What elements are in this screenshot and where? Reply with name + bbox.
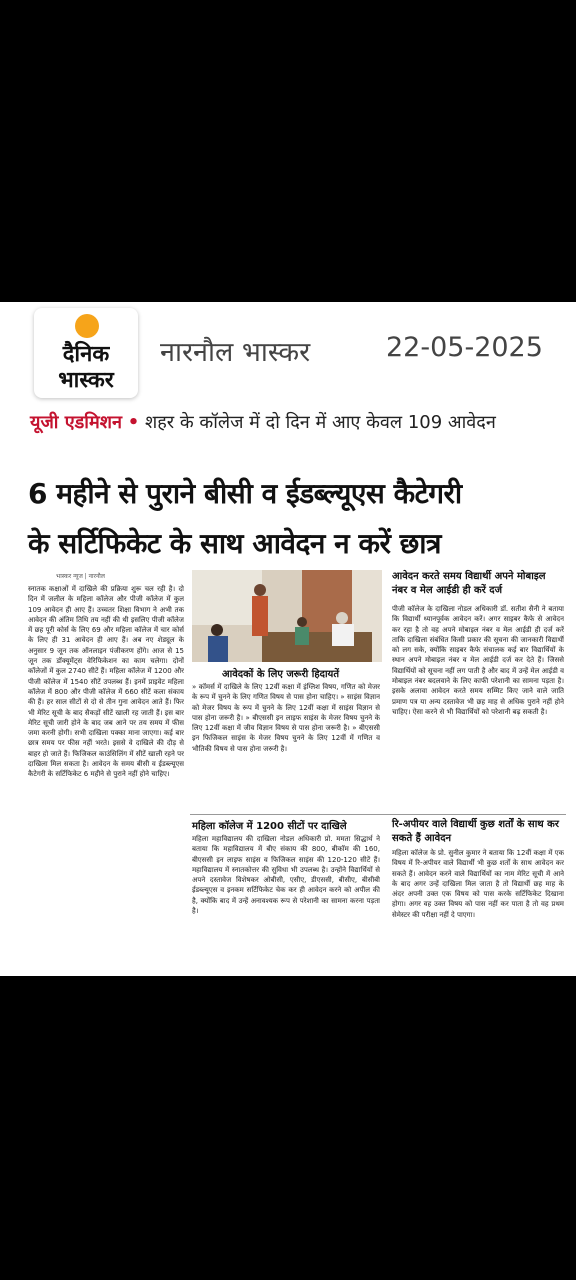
kicker-text: शहर के कॉलेज में दो दिन में आए केवल 109 आवेदन — [144, 412, 496, 433]
box2-body: महिला महाविद्यालय की दाखिला नोडल अधिकारी प्रो. ममता सिद्धार्थ ने बताया कि महाविद्यालय में बीए संकाय की 800, बीकॉम की 160, बीएससी इन लाइफ साइंस व फिजिकल साइंस की 120-120 सीटें हैं। महाविद्यालय में स्नातकोत्तर की सुविधा भी उपलब्ध है। उन्होंने विद्यार्थियों से अपने दस्तावेज विशेषकर ओबीसी, एसीए, डीएससी, बीसीए, बीसीबी ईडब्ल्यूएस व इनकम सर्टिफिकेट चेक कर ही आवेदन करने को अपील की है, क्योंकि बाद में उन्हें अनावश्यक रूप से परेशानी का सामना करना पड़ता है। — [192, 835, 380, 916]
photo-illustration — [192, 570, 382, 662]
box3-body: महिला कॉलेज के प्रो. सुनील कुमार ने बताया कि 12वीं कक्षा में एक विषय में रि-अपीयर वाले विद्यार्थी भी कुछ शर्तों के साथ आवेदन कर सकते हैं। आवेदन करने वाले विद्यार्थियों का नाम मेरिट सूची में आने के बाद अगर उन्हें दाखिला मिल जाता है तो विद्यार्थी छह माह के अंदर अपनी उक्त एक विषय को पास करके सर्टिफिकेट दिखाना होगा। अगर वह उक्त विषय को पास नहीं कर पाता है तो वह प्रथम सेमेस्टर की परीक्षा नहीं दे पाएगा। — [392, 849, 564, 919]
sun-icon — [75, 314, 99, 338]
column-3-title: आवेदन करते समय विद्यार्थी अपने मोबाइल नंबर व मेल आईडी ही करें दर्ज — [392, 571, 546, 596]
logo-line2: भास्कर — [58, 367, 114, 393]
news-photo — [192, 570, 382, 662]
photo-caption: आवेदकों के लिए जरूरी हिदायतें — [222, 669, 340, 680]
newspaper-clipping — [0, 302, 576, 976]
byline: भास्कर न्यूज | नारनौल — [56, 573, 105, 580]
logo-line1: दैनिक — [62, 341, 110, 367]
column-1-body: स्नातक कक्षाओं में दाखिले की प्रक्रिया शुरू चल रही है। दो दिन में जलील के महिला कॉलेज और पीजी कॉलेज में कुल 109 आवेदन ही आए हैं। उच्चतर शिक्षा विभाग ने अभी तक आवेदन की अंतिम तिथि तय नहीं की थी इसलिए पीजी कॉलेज में छह पूरी कोर्स के लिए 69 और महिला कॉलेज में चार कोर्स के लिए ही 31 आवेदन ही आए हैं। अब नए शेड्यूल के अनुसार 9 जून तक ऑनलाइन पंजीकरण होंगे। आज से 15 जून तक डॉक्यूमेंट्स वेरिफिकेशन का काम चलेगा। दोनों कॉलेजों में कुल 2740 सीटें हैं। महिला कॉलेज में 1200 और पीजी कॉलेज में 1540 सीटें उपलब्ध हैं। इनमें प्राइवेट महिला कॉलेज में 800 और पीजी कॉलेज में 660 सीटें कला संकाय की हैं। हर साल सीटों से दो से तीन गुना आवेदन आते हैं। फिर भी मेरिट सूची के बाद सैकड़ों सीटें खाली रह जाती हैं। इस बार मेरिट सूची जारी होने के बाद जब आने पर तय समय में फीस जमा करनी होगी। सभी दाखिला पक्का माना जाएगा। कई बार छात्र समय पर फीस नहीं भरते। इससे वे दाखिले की दौड़ से बाहर हो जाते हैं। फिजिकल काउंसिलिंग में सीटें खाली रहने पर दाखिला मिल सकता है। आवेदन के समय बीसी व ईडब्ल्यूएस कैटेगरी के सर्टिफिकेट 6 महीने से पुराने नहीं होने चाहिए। — [28, 585, 184, 779]
kicker-bullet: • — [127, 412, 140, 433]
edition-name: नारनौल भास्कर — [160, 337, 311, 368]
dainik-bhaskar-logo — [34, 308, 138, 398]
edition-date: 22-05-2025 — [386, 332, 543, 363]
kicker-line — [30, 410, 570, 434]
kicker-label: यूजी एडमिशन — [30, 412, 122, 433]
column-3-body: पीजी कॉलेज के दाखिला नोडल अधिकारी डॉ. सतीश सैनी ने बताया कि विद्यार्थी ध्यानपूर्वक आवेदन करें। अगर साइबर कैफे से आवेदन कर रहा है तो वह अपने मोबाइल नंबर व मेल आईडी ही दर्ज करें ताकि दाखिला संबंधित किसी प्रकार की सूचना की जानकारी विद्यार्थी को लग सके, क्योंकि साइबर कैफे संचालक कई बार विद्यार्थियों के स्थान अपने मोबाइल नंबर व मेल आईडी दर्ज कर देते हैं। जिससे विद्यार्थियों को सूचना नहीं लग पाती है और बाद में उन्हें मेल आईडी व मोबाइल नंबर बदलवाने के लिए काफी परेशानी का सामना पड़ता है। इसके अलावा आवेदन करते समय सम्मिट किए जाने वाले जाति प्रमाण पत्र या अन्य दस्तावेज भी छह माह से अधिक पुराने नहीं होने चाहिए। ऐसा करने से भी विद्यार्थियों को परेशानी बढ़ सकती है। — [392, 605, 564, 716]
headline-line2: के सर्टिफिकेट के साथ आवेदन न करें छात्र — [28, 527, 441, 560]
headline-line1: 6 महीने से पुराने बीसी व ईडब्ल्यूएस कैटेगरी — [28, 477, 462, 510]
column-2-body: » कॉमर्स में दाखिले के लिए 12वीं कक्षा में इंग्लिश विषय, गणित को मेजर के रूप में चुनने के लिए गणित विषय से पास होना चाहिए। » साइंस विज्ञान को मेजर विषय के रूप में चुनने के लिए 12वीं कक्षा में साइंस विज्ञान से पास होना जरूरी है। » बीएससी इन लाइफ साइंस के मेजर विषय चुनने के लिए 12वीं कक्षा में जीव विज्ञान विषय से पास होना जरूरी है। » बीएससी इन फिजिकल साइंस के मेजर विषय चुनने के लिए 12वीं में गणित व भौतिकी विषय से पास होना जरूरी है। — [192, 683, 380, 753]
box3-title: रि-अपीयर वाले विद्यार्थी कुछ शर्तों के साथ कर सकते हैं आवेदन — [392, 819, 559, 844]
box2-title: महिला कॉलेज में 1200 सीटों पर दाखिले — [192, 821, 347, 832]
divider — [190, 814, 566, 815]
